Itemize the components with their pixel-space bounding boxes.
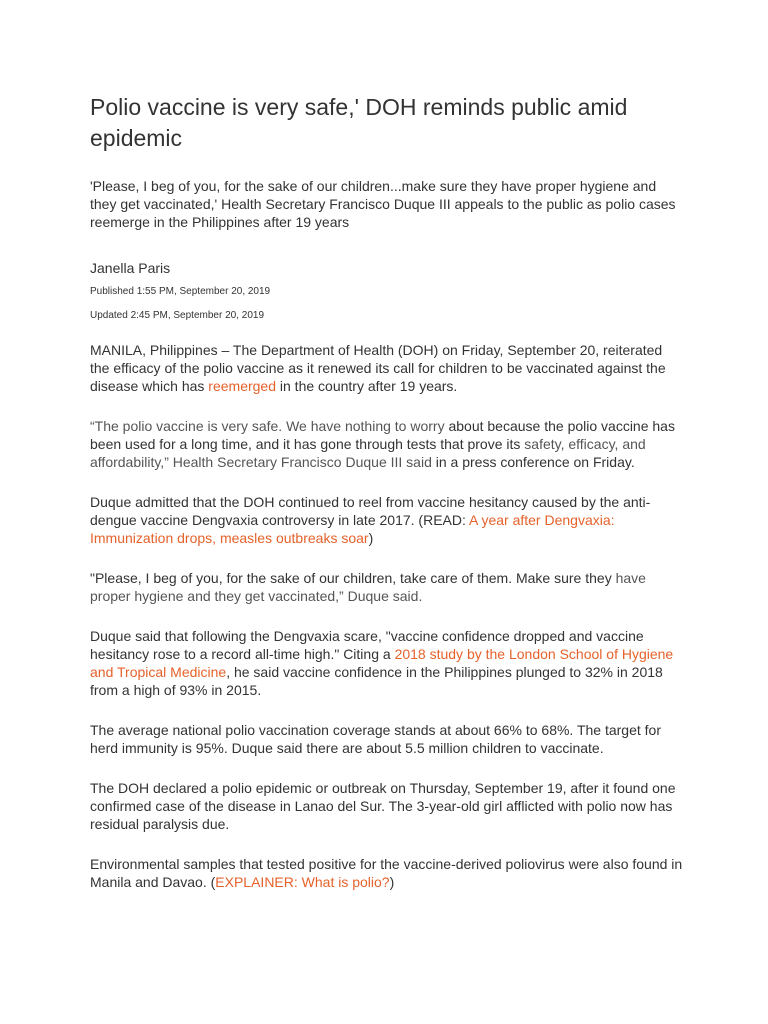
published-timestamp: Published 1:55 PM, September 20, 2019 — [90, 286, 271, 297]
paragraph-2 — [90, 417, 685, 471]
paragraph-2-text-d: in a press conference on Friday. — [435, 454, 635, 470]
paragraph-8-text-a: Environmental samples that tested positive for the vaccine-derived poliovirus were also found in Manila and Davao. ( — [90, 856, 683, 890]
paragraph-8-text-b: ) — [389, 874, 395, 890]
paragraph-8 — [90, 855, 685, 891]
paragraph-2-text-b: about because the polio vaccine has been used for a long time, and it has gone through tests that prove its — [90, 418, 675, 452]
paragraph-7: The DOH declared a polio epidemic or outbreak on Thursday, September 19, after it found one confirmed case of the disease in Lanao del Sur. The 3-year-old girl afflicted with polio now has residual paralysis due. — [90, 780, 676, 832]
paragraph-1 — [90, 341, 685, 395]
paragraph-3 — [90, 493, 685, 547]
paragraph-5-text-a: Duque said that following the Dengvaxia scare, "vaccine confidence dropped and vaccine hesitancy rose to a record all-time high." Citing a — [90, 628, 644, 662]
london-school-study-link[interactable]: 2018 study by the London School of Hygiene and Tropical Medicine — [90, 646, 674, 680]
article-body — [90, 341, 708, 891]
paragraph-3-text-a: Duque admitted that the DOH continued to reel from vaccine hesitancy caused by the anti-dengue vaccine Dengvaxia controversy in late 2017. (READ: — [90, 494, 651, 528]
paragraph-4-text-a: "Please, I beg of you, for the sake of our children, take care of them. Make sure they — [90, 570, 616, 586]
paragraph-4-text-b: have proper hygiene and they get vaccinated,” Duque said. — [90, 570, 646, 604]
paragraph-5-text-b: , he said vaccine confidence in the Philippines plunged to 32% in 2018 from a high of 93% in 2015. — [90, 664, 663, 698]
paragraph-2-text-c: safety, efficacy, and affordability,” Health Secretary Francisco Duque III said — [90, 436, 646, 470]
paragraph-2-text-a: “The polio vaccine is very safe. We have nothing to worry — [90, 418, 449, 434]
paragraph-1-text-b: in the country after 19 years. — [276, 378, 458, 394]
dengvaxia-article-link[interactable]: A year after Dengvaxia: Immunization drops, measles outbreaks soar — [90, 512, 615, 546]
updated-timestamp: Updated 2:45 PM, September 20, 2019 — [90, 310, 265, 321]
author-name: Janella Paris — [90, 260, 171, 276]
paragraph-4 — [90, 569, 685, 605]
explainer-polio-link[interactable]: EXPLAINER: What is polio? — [215, 874, 390, 890]
paragraph-5 — [90, 627, 685, 699]
paragraph-6: The average national polio vaccination coverage stands at about 66% to 68%. The target for herd immunity is 95%. Duque said there are about 5.5 million children to vaccinate. — [90, 722, 661, 756]
paragraph-3-text-b: ) — [368, 530, 374, 546]
article-lede: 'Please, I beg of you, for the sake of our children...make sure they have proper hygiene and they get vaccinated,' Health Secretary Francisco Duque III appeals to the public as polio cases reemerge in the Philippines after 19 years — [90, 178, 676, 230]
paragraph-1-text-a: MANILA, Philippines – The Department of Health (DOH) on Friday, September 20, reiterated the efficacy of the polio vaccine as it renewed its call for children to be vaccinated against the disease which has — [90, 342, 666, 394]
article-title: Polio vaccine is very safe,' DOH reminds public amid epidemic — [90, 94, 628, 151]
reemerged-link[interactable]: reemerged — [208, 378, 276, 394]
